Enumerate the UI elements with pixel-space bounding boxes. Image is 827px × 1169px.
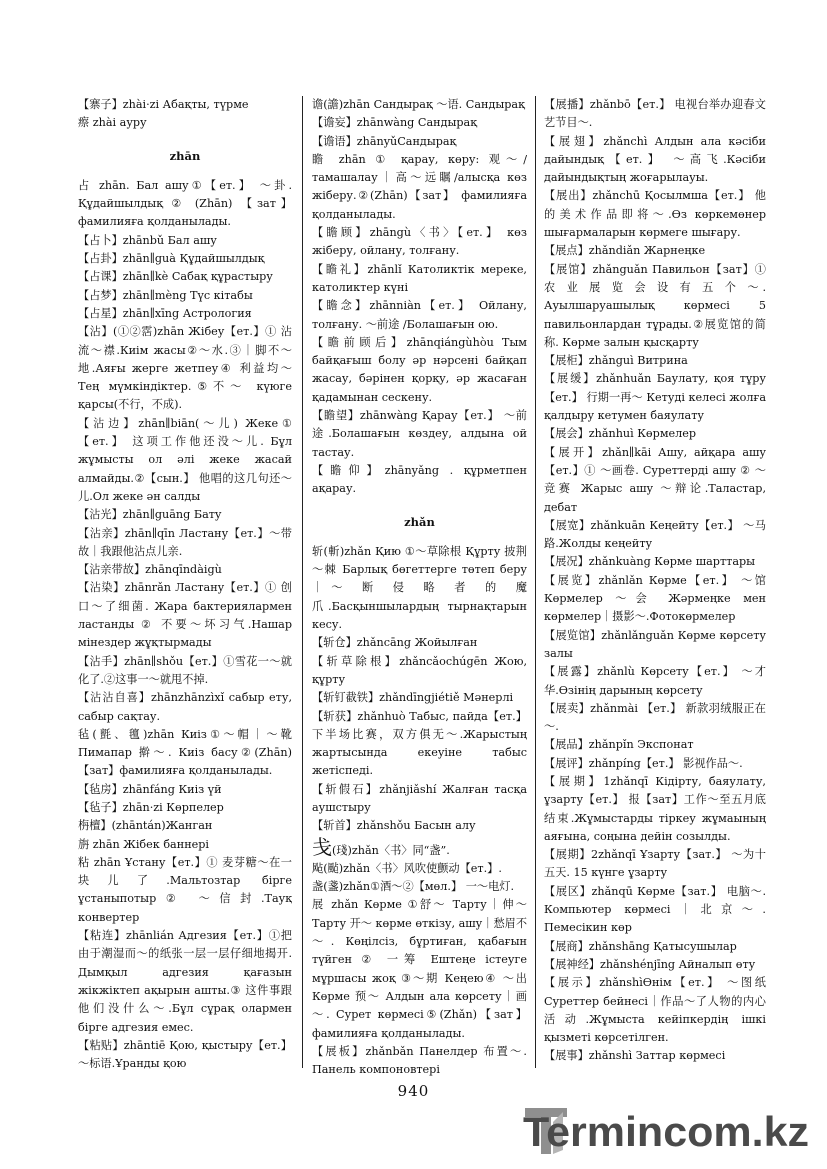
entry-list-after (312, 860, 527, 1080)
dictionary-entry: 【斩首】zhǎnshǒu Басын алу (312, 819, 476, 833)
dictionary-entry: 【沾亲带故】zhānqīndàigù (78, 563, 222, 577)
dictionary-entry: 【展柜】zhǎnguì Витрина (544, 354, 688, 368)
dictionary-entry: 瘵 zhài ауру (78, 116, 147, 130)
dictionary-entry: 【展品】zhǎnpǐn Экспонат (544, 738, 694, 752)
dictionary-entry: 【粘连】zhānlián Адгезия【ет.】①把由于潮湿而～的纸张一层一层仔细地揭开. Дымқыл адгезия қағазын жікжіктеп ақырын ашты.③ 这件事跟他们没什么～.Бұл сұрақ олармен бірге адгезия емес. (78, 929, 292, 1034)
dictionary-entry: 【占卦】zhān∥guà Құдайшылдық (78, 252, 265, 266)
dictionary-entry: 【展缓】zhǎnhuǎn Баулату, қоя тұру【ет.】 行期一再～ Кетуді келесі жолға қалдыру кетумен баяулату (544, 372, 766, 423)
dictionary-entry: 【沾手】zhān∥shǒu【ет.】①雪花一～就化了.②这事一～就甩不掉. (78, 654, 292, 686)
dictionary-entry: 【展开】zhǎn∥kāi Ашу, айқара ашу【ет.】① ～画卷. Суреттерді ашу ② ～竞赛 Жарыс ашу ～辩论.Таластар, дебат (544, 445, 766, 514)
dictionary-entry: 【展区】zhǎnqū Көрме【зат.】 电脑～. Компьютер көрмесі｜北京～. Пемесікин көр (544, 884, 766, 935)
dictionary-column-2 (312, 96, 527, 1079)
dictionary-entry: 【展露】zhǎnlù Көрсету【ет.】 ～才华.Өзінің дарының көрсету (544, 665, 766, 697)
dictionary-entry: 【沾光】zhān∥guāng Бату (78, 508, 222, 522)
dictionary-entry: 盏(盞)zhǎn①酒～②【мөл.】 一～电灯. (312, 880, 515, 894)
dictionary-entry: 飐(颭)zhǎn〈书〉风吹使颤动【ет.】. (312, 861, 502, 875)
dictionary-entry: 毡(氈、氊)zhān Киіз①～帽｜～靴 Пимапар 擀～. Киіз басу②(Zhān)【зат】фамилияға қолданылады. (78, 727, 292, 778)
dictionary-entry: 【展览馆】zhǎnlǎnguǎn Көрме көрсету залы (544, 628, 766, 660)
dictionary-entry: 【瞻前顾后】zhānqiángùhòu Тым байқағыш болу әр нәрсені байқап жасау, бәрінен қорқу, әр жасаған қадамынан сескену. (312, 335, 527, 404)
entry-list (78, 177, 292, 1074)
dictionary-entry: 【占卜】zhānbǔ Бал ашу (78, 233, 217, 247)
dictionary-entry: 【沾沾自喜】zhānzhānzìxǐ сабыр ету, сабыр сақтау. (78, 691, 292, 723)
dictionary-entry: 粘 zhān Ұстану【ет.】① 麦芽糖～在一块儿了.Мальтозтар бірге ұстаныпотыр② ～信封.Тауқ конвертер (78, 855, 292, 924)
entry-list (312, 543, 527, 836)
dictionary-entry-large-char (312, 836, 527, 860)
column-divider-right (535, 96, 536, 1068)
dictionary-entry: 【占星】zhān∥xīng Астрология (78, 306, 252, 320)
dictionary-entry: 展 zhǎn Көрме ①舒～ Тарту｜伸～ Тарту 开～ көрме өткізу, ашу｜愁眉不～. Көңілсіз, бұртиған, қабағын түйген ② 一筹 Ештеңе істеуге мұршасы жоқ ③～期 Кеңею④ ～出 Көрме 预～ Алдын ала көрсету｜画～. Сурет көрмесі⑤(Zhǎn)【зат】 фамилияға қолданылады. (312, 898, 527, 1040)
dictionary-entry: 【展期】2zhǎnqī Ұзарту【зат.】 ～为十五天. 15 күнге ұзарту (544, 848, 766, 880)
termincom-logo (523, 1102, 813, 1160)
section-heading-zhan-third-tone: zhǎn (404, 514, 435, 529)
dictionary-entry: 【展会】zhǎnhuì Көрмелер (544, 427, 697, 441)
dictionary-entry: 【沾亲】zhān∥qīn Ластану【ет.】～带故｜我跟他沾点儿亲. (78, 526, 292, 558)
dictionary-entry: 斩(斬)zhǎn Қию ①～草除根 Құрту 披荆～棘 Барлық бөгеттерге төтеп беру｜～ 断 侵 略 者 的 魔 爪.Басқыншылардың тырнақтарын кесу. (312, 544, 527, 632)
dictionary-entry: 谵(譫)zhān Сандырақ ～语. Сандырақ (312, 98, 525, 111)
dictionary-entry: 占 zhān. Бал ашу①【ет.】 ～卦. Құдайшылдық ② (Zhān) 【зат】 фамилияға қолданылады. (78, 178, 292, 229)
dictionary-entry: 【展示】zhǎnshìӨнім【ет.】 ～图纸 Суреттер бейнесі｜作品～了人物的内心活动.Жұмыста кейіпкердің ішкі қызметі көрсетілген. (544, 976, 766, 1045)
dictionary-entry: 【瞻仰】zhānyǎng . құрметпен ақарау. (312, 463, 527, 496)
dictionary-entry: 【沾】(①②霑)zhān Жібеу【ет.】① 沾流～襟.Киім жасы②～水.③｜脚不～地.Аяғы жерге жетпеу④ 利益均～ Тең мүмкіндіктер.⑤不～ күюге қарсы(不行，不成). (78, 325, 292, 412)
dictionary-entry: 【毡房】zhānfáng Киіз үй (78, 782, 222, 796)
entry-list (544, 96, 766, 1066)
dictionary-entry: 【展商】zhǎnshāng Қатысушылар (544, 939, 737, 953)
dictionary-entry: 【寨子】zhài·zi Абақты, түрме (78, 98, 249, 111)
dictionary-entry: 【斩钉截铁】zhǎndīngjiétiě Мәнерлі (312, 691, 514, 705)
dictionary-entry: 【瞻念】zhānniàn【ет.】 Ойлану, толғану. ～前途 /Болашағын ою. (312, 299, 527, 331)
dictionary-entry: 【斩获】zhǎnhuò Табыс, пайда【ет.】下半场比赛，双方俱无～.Жарыстың жартысында екеуіне табыс жетіспеді. (312, 709, 527, 778)
dictionary-entry: 【展评】zhǎnpíng【ет.】 影视作品～. (544, 756, 743, 770)
dictionary-entry: 【谵语】zhānyǔСандырақ (312, 134, 457, 148)
dictionary-entry: 【沾边】zhān∥biān(～儿) Жеке①【ет.】 这项工作他还没～儿. Бұл жұмысты ол әлі жеке жасай алмайды.②【сын.】 他唱的这几句还～儿.Ол жеке ән салды (78, 416, 292, 503)
entry-text: (琖)zhǎn〈书〉同“盏”. (332, 843, 450, 857)
dictionary-entry: 栴檀】(zhāntán)Жанган (78, 819, 213, 833)
dictionary-entry: 【斩草除根】zhǎncǎochúgēn Жою, құрту (312, 654, 527, 686)
dictionary-entry: 【斩假石】zhǎnjiǎshí Жалған тасқа аушстыру (312, 782, 527, 814)
dictionary-entry: 【展况】zhǎnkuàng Көрме шарттары (544, 555, 756, 569)
dictionary-entry: 【展播】zhǎnbō【ет.】 电视台举办迎春文艺节目～. (544, 98, 766, 130)
dictionary-entry: 【展事】zhǎnshì Заттар көрмесі (544, 1049, 726, 1063)
entry-list-top (312, 96, 527, 499)
dictionary-entry: 【展神经】zhǎnshénjīng Айналып өту (544, 957, 756, 971)
dictionary-entry: 【展览】zhǎnlǎn Көрме【ет.】 ～馆 Көрмелер ～会 Жәрмеңке мен көрмелер｜摄影～.Фотокөрмелер (544, 573, 766, 624)
column-divider-left (302, 96, 303, 1068)
logo-text: Termincom.kz (523, 1108, 809, 1155)
page-number: 940 (397, 1082, 430, 1100)
dictionary-entry: 【展出】zhǎnchū Қосылмша【ет.】 他的美术作品即将～.Өз көркемөнер шығармаларын көрмеге шығару. (544, 189, 766, 240)
dictionary-entry: 【展期】1zhǎnqī Кідірту, баяулату, ұзарту【ет.】 报【зат】工作～至五月底结束.Жұмыстарды тіркеу жұмаының аяғына, соңына дейін созылды. (544, 774, 766, 843)
dictionary-entry: 【毡子】zhān·zi Көрпелер (78, 800, 224, 814)
dictionary-entry: 【瞻顾】zhāngù〈书〉【ет.】 көз жіберу, ойлану, толғану. (312, 226, 527, 258)
dictionary-column-3 (544, 96, 766, 1066)
dictionary-entry: 【展宽】zhǎnkuān Кеңейту【ет.】 ～马路.Жолды кеңейту (544, 518, 766, 551)
dictionary-entry: 【展板】zhǎnbǎn Панелдер 布置～. Панель компоновтері (312, 1044, 527, 1077)
dictionary-column-1 (78, 96, 292, 1073)
dictionary-entry: 【展点】zhǎndiǎn Жарнеңке (544, 244, 706, 258)
dictionary-entry: 【瞻望】zhānwàng Қарау【ет.】 ～前途.Болашағын көздеу, алдына ой тастау. (312, 409, 527, 459)
dictionary-entry: 【谵妄】zhānwàng Сандырақ (312, 116, 477, 130)
section-heading-zhan: zhān (169, 148, 201, 163)
dictionary-entry: 【展翅】zhǎnchì Алдын ала кәсіби дайындық【ет.】 ～高飞.Кәсіби дайындықтың жоғарылауы. (544, 134, 766, 185)
entry-list-top (78, 96, 292, 133)
dictionary-entry: 【展馆】zhǎnguǎn Павильон【зат】① 农 业 展 览 会 设 有 五 个 ～. Ауылшаруашылық көрмесі 5 павильонлардан тұрады.②展览馆的简称. Көрме залын қысқарту (544, 262, 766, 349)
dictionary-entry: 【瞻礼】zhānlǐ Католиктік мереке, католиктер күні (312, 262, 527, 294)
dictionary-entry: 【斩仓】zhǎncāng Жойылған (312, 636, 478, 650)
dictionary-entry: 【沾染】zhānrǎn Ластану【ет.】① 创口～了细菌. Жара бактериялармен ластанды ② 不要～坏习气.Нашар мінездер жұқтырмады (78, 581, 292, 650)
dictionary-entry: 【占梦】zhān∥mèng Түс кітабы (78, 288, 253, 302)
dictionary-entry: 【展卖】zhǎnmài 【ет.】 新款羽绒服正在～. (544, 701, 766, 734)
dictionary-entry: 旃 zhān Жібек баннері (78, 837, 210, 851)
dictionary-entry: 【粘贴】zhāntiē Қою, қыстыру【ет.】～标语.Ұранды қою (78, 1038, 292, 1071)
headword-large-char: 戋 (312, 835, 332, 859)
dictionary-entry: 【占课】zhān∥kè Сабақ құрастыру (78, 270, 273, 284)
dictionary-entry: 瞻 zhān ① қарау, көру: 观～/ тамашалау｜高～远瞩/алысқа көз жіберу.②(Zhān)【зат】 фамилияға қолданылады. (312, 152, 527, 221)
